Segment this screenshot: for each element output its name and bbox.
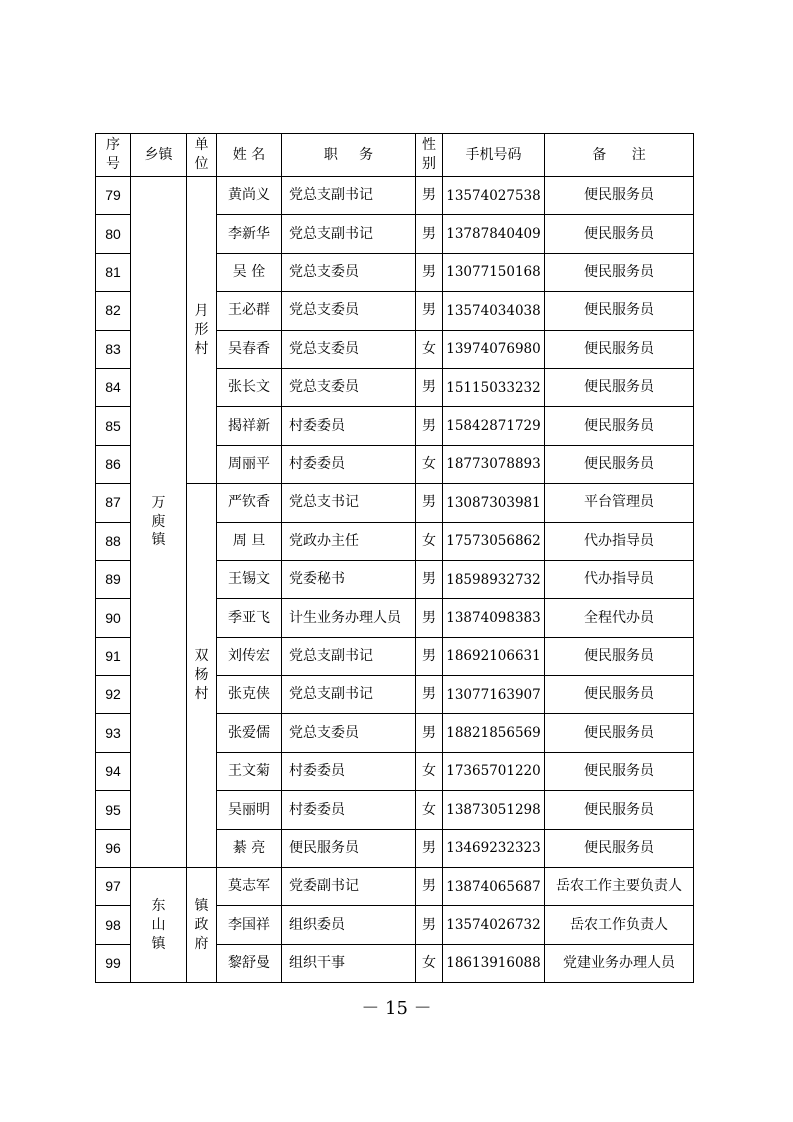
row-position: 党政办主任 xyxy=(282,522,416,560)
page-number: － 15 － xyxy=(361,998,432,1019)
row-gender: 女 xyxy=(416,522,443,560)
table-body xyxy=(96,177,694,983)
personnel-table xyxy=(95,133,694,983)
row-position: 便民服务员 xyxy=(282,829,416,867)
row-remark: 代办指导员 xyxy=(545,560,694,598)
row-gender: 女 xyxy=(416,445,443,483)
row-gender: 男 xyxy=(416,829,443,867)
row-gender: 女 xyxy=(416,752,443,790)
row-gender: 男 xyxy=(416,906,443,944)
row-name: 吴春香 xyxy=(217,330,282,368)
row-name: 张爱儒 xyxy=(217,714,282,752)
row-seq: 97 xyxy=(96,868,131,906)
header-position: 职 务 xyxy=(282,134,416,177)
row-gender: 男 xyxy=(416,714,443,752)
row-remark: 便民服务员 xyxy=(545,676,694,714)
row-phone: 13574027538 xyxy=(443,177,545,215)
row-seq: 83 xyxy=(96,330,131,368)
row-remark: 平台管理员 xyxy=(545,484,694,522)
row-phone: 13469232323 xyxy=(443,829,545,867)
row-name: 揭祥新 xyxy=(217,407,282,445)
row-position: 党总支副书记 xyxy=(282,637,416,675)
row-gender: 女 xyxy=(416,330,443,368)
unit-label: 月形村 xyxy=(194,302,209,357)
row-name: 黎舒曼 xyxy=(217,944,282,982)
row-gender: 男 xyxy=(416,292,443,330)
row-gender: 男 xyxy=(416,368,443,406)
row-name: 吴 佺 xyxy=(217,253,282,291)
row-remark: 便民服务员 xyxy=(545,445,694,483)
row-position: 组织干事 xyxy=(282,944,416,982)
row-gender: 男 xyxy=(416,599,443,637)
township-cell xyxy=(131,177,187,868)
row-seq: 93 xyxy=(96,714,131,752)
row-gender: 男 xyxy=(416,637,443,675)
row-gender: 女 xyxy=(416,791,443,829)
header-township: 乡镇 xyxy=(131,134,187,177)
row-name: 周 旦 xyxy=(217,522,282,560)
row-phone: 13873051298 xyxy=(443,791,545,829)
row-position: 村委委员 xyxy=(282,407,416,445)
row-phone: 17365701220 xyxy=(443,752,545,790)
row-position: 村委委员 xyxy=(282,752,416,790)
row-seq: 87 xyxy=(96,484,131,522)
row-phone: 13874098383 xyxy=(443,599,545,637)
row-remark: 便民服务员 xyxy=(545,215,694,253)
header-remark: 备 注 xyxy=(545,134,694,177)
row-remark: 岳农工作主要负责人 xyxy=(545,868,694,906)
row-remark: 便民服务员 xyxy=(545,253,694,291)
township-label: 万庾镇 xyxy=(151,494,166,549)
row-seq: 84 xyxy=(96,368,131,406)
row-remark: 便民服务员 xyxy=(545,791,694,829)
row-seq: 81 xyxy=(96,253,131,291)
row-phone: 13787840409 xyxy=(443,215,545,253)
row-phone: 13874065687 xyxy=(443,868,545,906)
row-seq: 96 xyxy=(96,829,131,867)
row-phone: 13077150168 xyxy=(443,253,545,291)
unit-label: 镇政府 xyxy=(194,897,209,952)
row-position: 党总支副书记 xyxy=(282,215,416,253)
row-seq: 88 xyxy=(96,522,131,560)
row-phone: 13574026732 xyxy=(443,906,545,944)
row-phone: 15115033232 xyxy=(443,368,545,406)
row-position: 党总支委员 xyxy=(282,292,416,330)
row-phone: 18598932732 xyxy=(443,560,545,598)
row-remark: 便民服务员 xyxy=(545,407,694,445)
row-position: 村委委员 xyxy=(282,445,416,483)
row-remark: 党建业务办理人员 xyxy=(545,944,694,982)
row-position: 村委委员 xyxy=(282,791,416,829)
row-gender: 男 xyxy=(416,407,443,445)
row-seq: 89 xyxy=(96,560,131,598)
row-position: 党委副书记 xyxy=(282,868,416,906)
table-row xyxy=(96,868,694,906)
row-position: 党总支委员 xyxy=(282,330,416,368)
row-name: 张克侠 xyxy=(217,676,282,714)
unit-label: 双杨村 xyxy=(194,648,209,703)
row-position: 计生业务办理人员 xyxy=(282,599,416,637)
row-position: 党委秘书 xyxy=(282,560,416,598)
row-name: 綦 亮 xyxy=(217,829,282,867)
row-gender: 男 xyxy=(416,484,443,522)
row-name: 季亚飞 xyxy=(217,599,282,637)
row-name: 莫志军 xyxy=(217,868,282,906)
row-phone: 15842871729 xyxy=(443,407,545,445)
unit-cell xyxy=(187,868,217,983)
row-name: 周丽平 xyxy=(217,445,282,483)
row-seq: 99 xyxy=(96,944,131,982)
row-seq: 79 xyxy=(96,177,131,215)
row-phone: 13077163907 xyxy=(443,676,545,714)
row-seq: 82 xyxy=(96,292,131,330)
row-name: 李新华 xyxy=(217,215,282,253)
row-seq: 90 xyxy=(96,599,131,637)
row-seq: 92 xyxy=(96,676,131,714)
row-seq: 85 xyxy=(96,407,131,445)
row-remark: 便民服务员 xyxy=(545,330,694,368)
row-phone: 18613916088 xyxy=(443,944,545,982)
row-gender: 女 xyxy=(416,944,443,982)
row-phone: 18821856569 xyxy=(443,714,545,752)
header-name: 姓 名 xyxy=(217,134,282,177)
row-gender: 男 xyxy=(416,868,443,906)
township-cell xyxy=(131,868,187,983)
row-position: 组织委员 xyxy=(282,906,416,944)
unit-cell xyxy=(187,177,217,484)
header-seq: 序号 xyxy=(96,134,131,177)
row-gender: 男 xyxy=(416,676,443,714)
row-name: 张长文 xyxy=(217,368,282,406)
header-phone: 手机号码 xyxy=(443,134,545,177)
row-name: 吴丽明 xyxy=(217,791,282,829)
row-phone: 18773078893 xyxy=(443,445,545,483)
table-row xyxy=(96,177,694,215)
row-seq: 98 xyxy=(96,906,131,944)
row-remark: 便民服务员 xyxy=(545,368,694,406)
row-name: 李国祥 xyxy=(217,906,282,944)
row-position: 党总支委员 xyxy=(282,368,416,406)
row-gender: 男 xyxy=(416,177,443,215)
unit-cell xyxy=(187,484,217,868)
row-phone: 17573056862 xyxy=(443,522,545,560)
row-gender: 男 xyxy=(416,560,443,598)
row-seq: 94 xyxy=(96,752,131,790)
table-header-row xyxy=(96,134,694,177)
row-name: 王文菊 xyxy=(217,752,282,790)
row-name: 严钦香 xyxy=(217,484,282,522)
row-remark: 便民服务员 xyxy=(545,292,694,330)
row-remark: 便民服务员 xyxy=(545,714,694,752)
row-remark: 便民服务员 xyxy=(545,637,694,675)
row-position: 党总支书记 xyxy=(282,484,416,522)
row-seq: 80 xyxy=(96,215,131,253)
row-gender: 男 xyxy=(416,253,443,291)
row-phone: 13574034038 xyxy=(443,292,545,330)
row-phone: 18692106631 xyxy=(443,637,545,675)
header-unit: 单位 xyxy=(187,134,217,177)
row-remark: 便民服务员 xyxy=(545,829,694,867)
row-name: 刘传宏 xyxy=(217,637,282,675)
row-gender: 男 xyxy=(416,215,443,253)
row-position: 党总支副书记 xyxy=(282,676,416,714)
township-label: 东山镇 xyxy=(151,897,166,952)
row-remark: 岳农工作负责人 xyxy=(545,906,694,944)
row-phone: 13087303981 xyxy=(443,484,545,522)
row-remark: 便民服务员 xyxy=(545,752,694,790)
row-name: 王必群 xyxy=(217,292,282,330)
header-gender: 性别 xyxy=(416,134,443,177)
row-seq: 91 xyxy=(96,637,131,675)
row-remark: 便民服务员 xyxy=(545,177,694,215)
row-name: 黄尚义 xyxy=(217,177,282,215)
row-seq: 86 xyxy=(96,445,131,483)
row-position: 党总支副书记 xyxy=(282,177,416,215)
row-remark: 全程代办员 xyxy=(545,599,694,637)
row-position: 党总支委员 xyxy=(282,714,416,752)
row-remark: 代办指导员 xyxy=(545,522,694,560)
row-position: 党总支委员 xyxy=(282,253,416,291)
row-name: 王锡文 xyxy=(217,560,282,598)
row-seq: 95 xyxy=(96,791,131,829)
row-phone: 13974076980 xyxy=(443,330,545,368)
